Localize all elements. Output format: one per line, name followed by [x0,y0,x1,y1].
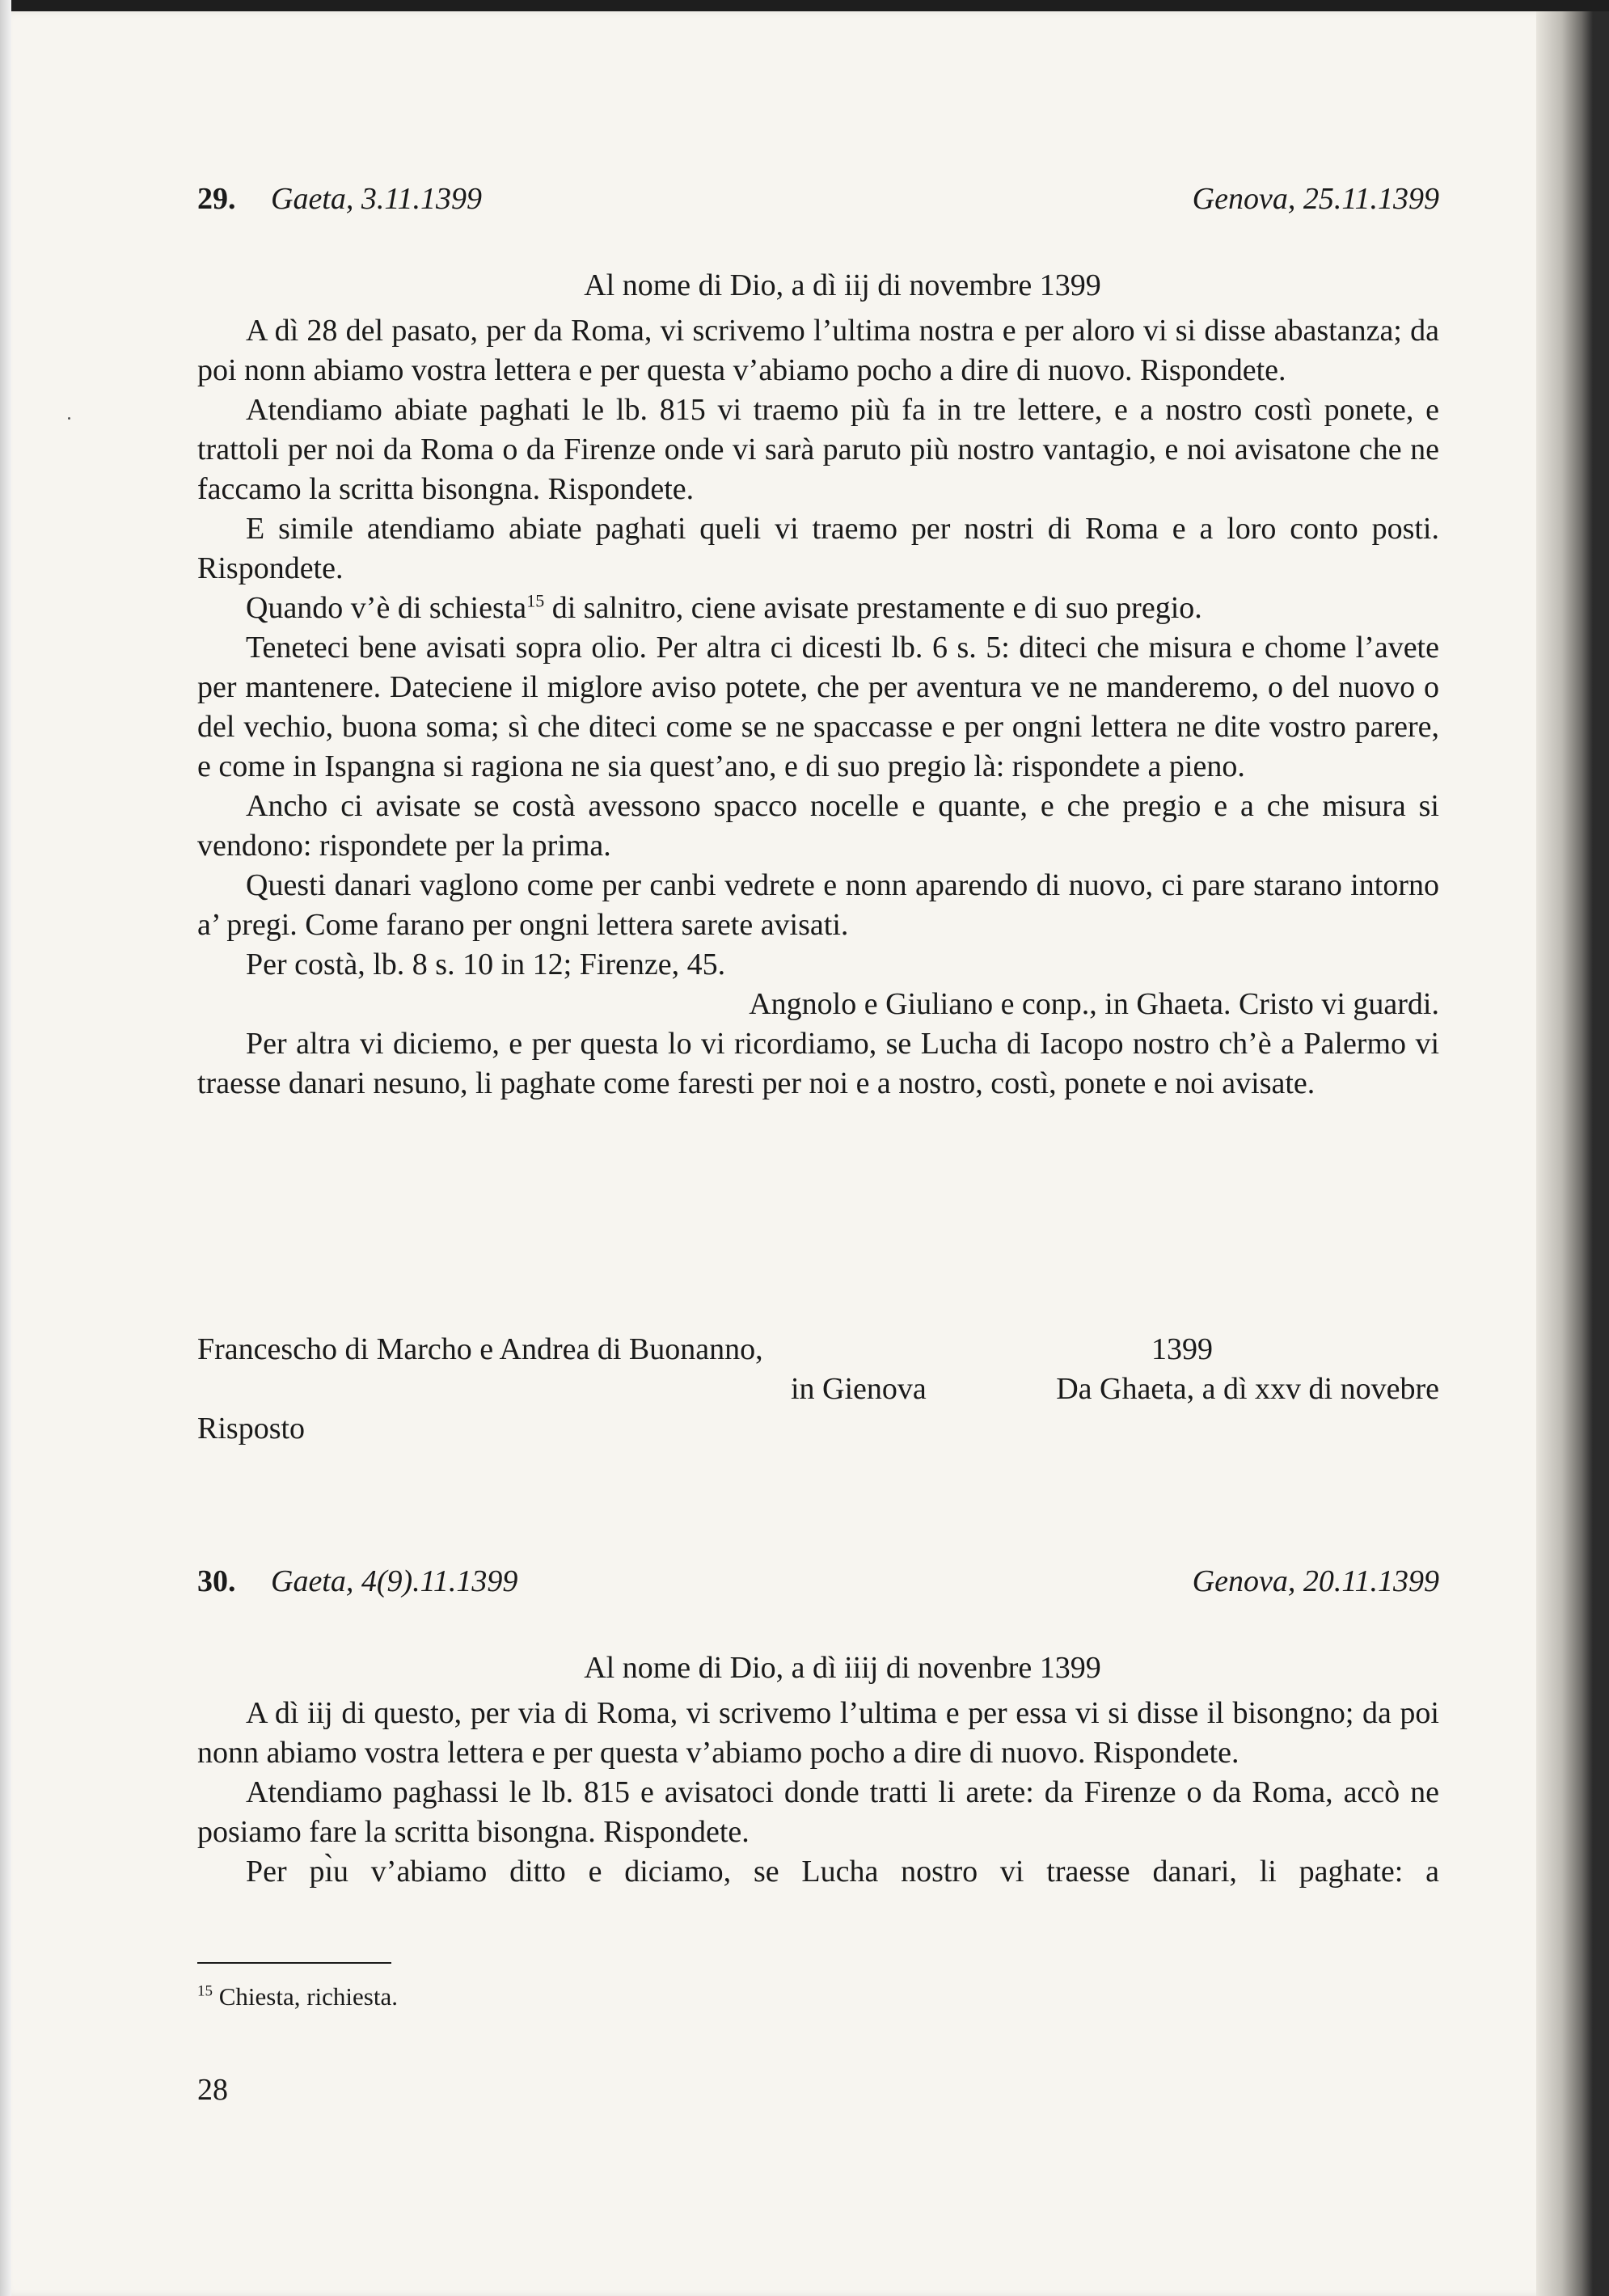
entry-destination: Genova, 20.11.1399 [1192,1564,1439,1598]
scan-top-edge [0,0,1609,11]
entry-origin: Gaeta, 4(9).11.1399 [271,1564,518,1598]
paragraph-text: di salnitro, ciene avisate prestamente e di suo pregio. [544,591,1202,625]
letter-paragraph: A dì iij di questo, per via di Roma, vi scrivemo l’ultima e per essa vi si disse il bisongno; da poi nonn abiamo vostra lettera e per questa v’abiamo pocho a dire di nuovo. Rispondete. [197,1696,1439,1770]
letter-paragraph: Ancho ci avisate se costà avessono spacco nocelle e quante, e che pregio e a che misura si vendono: rispondete per la prima. [197,789,1439,863]
letter-paragraph: E simile atendiamo abiate paghati queli vi traemo per nostri di Roma e a loro conto posti. Rispondete. [197,512,1439,585]
page-gutter-shadow [1536,11,1593,2296]
letter-paragraph: Per costà, lb. 8 s. 10 in 12; Firenze, 45. [246,948,726,981]
addressee: Francescho di Marcho e Andrea di Buonanno, [197,1332,763,1366]
footnote-rule [197,1962,391,1964]
reply-note: Risposto [197,1412,306,1446]
addressee-place: in Gienova [791,1372,927,1406]
entry-30-header [197,1561,1439,1602]
footnote [197,1979,398,2015]
letter-postscript: Per altra vi diciemo, e per questa lo vi ricordiamo, se Lucha di Iacopo nostro ch’è a Palermo vi traesse danari nesuno, li paghate come faresti per noi e a nostro, costì, ponete e noi avisate. [197,1027,1439,1100]
entry-29-address-block [197,1330,1439,1451]
letter-paragraph: Teneteci bene avisati sopra olio. Per altra ci dicesti lb. 6 s. 5: diteci che misura e chome l’avete per mantenere. Dateciene il miglore aviso potete, che per aventura ve ne manderemo, o del nuovo o del vechio, buona soma; sì che diteci come se ne spaccasse e per ongni lettera ne dite vostro parere, e come in Ispangna si ragiona ne sia quest’ano, e di suo pregio là: rispondete a pieno. [197,631,1439,783]
letter-signature: Angnolo e Giuliano e conp., in Ghaeta. Cristo vi guardi. [749,987,1439,1021]
letter-heading: Al nome di Dio, a dì iiij di novenbre 1399 [584,1651,1101,1685]
entry-30-letter [197,1648,1439,1892]
letter-paragraph: Atendiamo abiate paghati le lb. 815 vi traemo più fa in tre lettere, e a nostro costì ponete, e trattoli per noi da Roma o da Firenze onde vi sarà paruto più nostro vantagio, e noi avisatone che ne faccamo la scritta bisongna. Rispondete. [197,393,1439,506]
letter-paragraph: Atendiamo paghassi le lb. 815 e avisatoci donde tratti li arete: da Firenze o da Roma, accò ne posiamo fare la scritta bisongna. Rispondete. [197,1775,1439,1849]
entry-number: 30. [197,1564,236,1598]
entry-29-header [197,179,1439,219]
margin-speck [68,417,70,420]
dispatch-year: 1399 [1151,1332,1213,1366]
letter-paragraph: A dì 28 del pasato, per da Roma, vi scrivemo l’ultima nostra e per aloro vi si disse abastanza; da poi nonn abiamo vostra lettera e per questa v’abiamo pocho a dire di nuovo. Rispondete. [197,314,1439,387]
letter-paragraph-with-footnote [197,589,1439,628]
paragraph-text: Quando v’è di schiesta [246,591,527,625]
entry-29-letter [197,266,1439,1104]
letter-heading: Al nome di Dio, a dì iij di novembre 1399 [584,268,1101,302]
footnote-reference: 15 [526,590,545,611]
footnote-text: Chiesta, richiesta. [213,1982,398,2011]
page-number: 28 [197,2073,228,2107]
footnote-number: 15 [197,1982,213,2000]
scan-left-edge [0,0,11,2296]
letter-paragraph: Questi danari vaglono come per canbi vedrete e nonn aparendo di nuovo, ci pare starano intorno a’ pregi. Come farano per ongni lettera sarete avisati. [197,868,1439,942]
entry-number: 29. [197,182,236,216]
letter-paragraph: Per pı̀u v’abiamo ditto e diciamo, se Lucha nostro vi traesse danari, li paghate: a [246,1855,1439,1889]
entry-origin: Gaeta, 3.11.1399 [271,182,483,216]
entry-destination: Genova, 25.11.1399 [1192,182,1439,216]
dispatch-date: Da Ghaeta, a dì xxv di novebre [1056,1372,1439,1406]
